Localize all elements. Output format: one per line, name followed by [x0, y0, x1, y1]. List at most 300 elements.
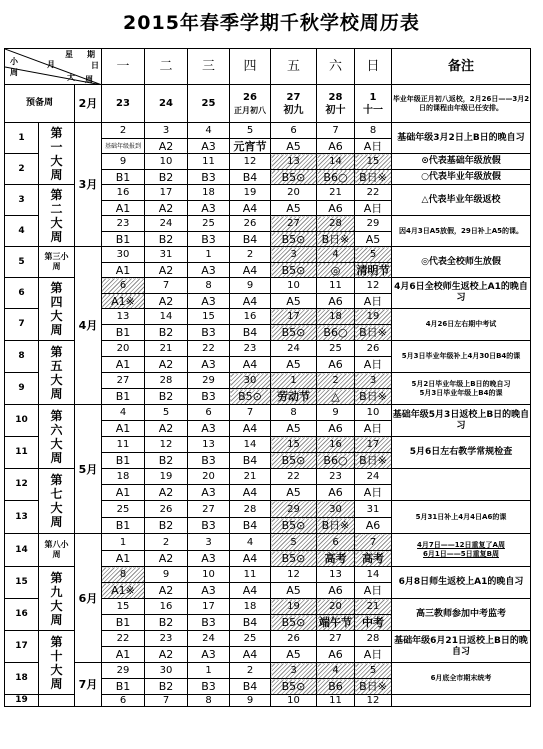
day-date-cell: 19: [355, 309, 392, 325]
header-corner-cell: [5, 49, 102, 85]
day-label-cell: B5⊙: [271, 325, 317, 341]
corner-da: 大: [67, 73, 75, 82]
day-date-cell: 19: [230, 185, 271, 201]
day-label-cell: A3: [188, 647, 230, 663]
day-label-cell: A6: [317, 421, 355, 437]
day-date-cell: 2: [230, 663, 271, 679]
day-label-cell: A6: [317, 485, 355, 501]
day-date-cell: 26: [145, 501, 188, 518]
day-date-cell: 18: [317, 309, 355, 325]
day-label-cell: A日: [355, 201, 392, 216]
day-label-cell: A3: [188, 485, 230, 501]
day-date-cell: 30: [230, 373, 271, 389]
day-date-cell: 8: [188, 278, 230, 294]
day-date-cell: 3: [271, 663, 317, 679]
note-cell: ⊙代表基础年级放假: [392, 154, 531, 170]
note-cell: 5月6日左右教学常规检查: [392, 437, 531, 469]
week-number: 11: [5, 437, 39, 469]
day-date-cell: 20: [102, 341, 145, 357]
day-label-cell: B3: [188, 170, 230, 185]
day-date-cell: 27: [188, 501, 230, 518]
week-number: 10: [5, 405, 39, 437]
day-label-cell: A3: [188, 421, 230, 437]
prep-day-cell: [271, 85, 317, 123]
week-number: 15: [5, 567, 39, 599]
corner-xing: 星: [65, 50, 73, 59]
day-label-cell: A4: [230, 294, 271, 309]
day-label-cell: A4: [230, 201, 271, 216]
day-date-cell: 12: [145, 437, 188, 453]
day-date-cell: 20: [271, 185, 317, 201]
note-cell: 基础年级6月21日返校上B日的晚自习: [392, 631, 531, 663]
day-label-cell: B6○: [317, 170, 355, 185]
day-label-cell: A1※: [102, 294, 145, 309]
day-label-cell: A6: [317, 647, 355, 663]
big-week-text: 第三小周: [44, 252, 69, 271]
big-week-label: [39, 278, 75, 341]
day-label-cell: B4: [230, 679, 271, 695]
big-week-label: [39, 631, 75, 695]
day-label-cell: B5⊙: [271, 232, 317, 247]
note-cell: ○代表毕业年级放假: [392, 170, 531, 185]
big-week-text: 第九大周: [50, 570, 63, 627]
day-label-cell: A5: [271, 357, 317, 373]
day-date-cell: 11: [102, 437, 145, 453]
header-weekday-mon: 一: [102, 49, 145, 85]
day-label-cell: A3: [188, 294, 230, 309]
day-date-cell: 4: [317, 247, 355, 263]
day-label-cell: A5: [271, 647, 317, 663]
day-label-cell: B5⊙: [271, 170, 317, 185]
day-date-cell: 21: [230, 469, 271, 485]
day-label-cell: B3: [188, 389, 230, 405]
day-date-cell: 10: [271, 278, 317, 294]
day-label-cell: 元宵节: [230, 139, 271, 154]
header-weekday-sun: 日: [355, 49, 392, 85]
day-label-cell: A5: [355, 232, 392, 247]
header-weekday-wed: 三: [188, 49, 230, 85]
day-label-cell: B3: [188, 453, 230, 469]
day-label-cell: A1: [102, 421, 145, 437]
day-label-cell: B2: [145, 232, 188, 247]
day-date-cell: 28: [355, 631, 392, 647]
day-date-cell: 16: [102, 185, 145, 201]
week-number: 13: [5, 501, 39, 534]
day-date-cell: 16: [317, 437, 355, 453]
day-label-cell: A2: [145, 583, 188, 599]
corner-yue: 月: [47, 60, 55, 69]
day-date-cell: 13: [102, 309, 145, 325]
day-date-cell: 26: [355, 341, 392, 357]
prep-sub: 初十: [325, 104, 346, 116]
day-date-cell: 25: [102, 501, 145, 518]
note-cell: 5月31日补上4月4日A6的课: [392, 501, 531, 534]
week-number: 9: [5, 373, 39, 405]
day-label-cell: B2: [145, 453, 188, 469]
week-number: 5: [5, 247, 39, 278]
prep-day-cell: [102, 85, 145, 123]
week-number: 1: [5, 123, 39, 154]
day-date-cell: 24: [188, 631, 230, 647]
day-date-cell: 4: [188, 123, 230, 139]
day-label-cell: B日※: [355, 325, 392, 341]
day-date-cell: 8: [188, 695, 230, 707]
day-label-cell: A5: [271, 485, 317, 501]
day-label-cell: B1: [102, 325, 145, 341]
day-label-cell: A1: [102, 551, 145, 567]
day-date-cell: 11: [230, 567, 271, 583]
day-label-cell: B日※: [355, 170, 392, 185]
day-label-cell: B1: [102, 615, 145, 631]
day-label-cell: A1: [102, 485, 145, 501]
month-label: 6月: [75, 534, 102, 663]
day-date-cell: 27: [102, 373, 145, 389]
day-label-cell: B1: [102, 453, 145, 469]
day-date-cell: 6: [102, 695, 145, 707]
day-date-cell: 29: [355, 216, 392, 232]
day-date-cell: 9: [317, 405, 355, 421]
day-date-cell: 20: [188, 469, 230, 485]
day-date-cell: 7: [145, 278, 188, 294]
day-label-cell: A3: [188, 357, 230, 373]
day-label-cell: B日※: [317, 518, 355, 534]
prep-sub: 十一: [363, 104, 383, 116]
day-label-cell: A日: [355, 647, 392, 663]
day-label-cell: A2: [145, 201, 188, 216]
day-label-cell: A6: [317, 139, 355, 154]
note-cell: ◎代表全校师生放假: [392, 247, 531, 278]
day-label-cell: 劳动节: [271, 389, 317, 405]
day-date-cell: 5: [271, 534, 317, 551]
calendar-title: 2015年春季学期千秋学校周历表: [123, 12, 420, 34]
day-label-cell: A日: [355, 357, 392, 373]
day-date-cell: 15: [355, 154, 392, 170]
day-date-cell: 5: [230, 123, 271, 139]
week-number: 12: [5, 469, 39, 501]
header-weekday-sat: 六: [317, 49, 355, 85]
day-label-cell: B日※: [317, 232, 355, 247]
big-week-text: 第十大周: [50, 634, 63, 691]
note-cell: 5月2日毕业年级上B日的晚自习 5月3日毕业年级上B4的课: [392, 373, 531, 405]
day-date-cell: 15: [271, 437, 317, 453]
day-date-cell: 20: [317, 599, 355, 615]
week-number: 4: [5, 216, 39, 247]
day-date-cell: 23: [230, 341, 271, 357]
day-label-cell: A5: [271, 294, 317, 309]
big-week-label: [39, 469, 75, 534]
day-label-cell: A5: [271, 201, 317, 216]
day-label-cell: A4: [230, 647, 271, 663]
day-date-cell: 30: [317, 501, 355, 518]
prep-day-cell: [145, 85, 188, 123]
day-date-cell: 12: [355, 695, 392, 707]
day-date-cell: 8: [355, 123, 392, 139]
day-label-cell: B6○: [317, 453, 355, 469]
day-date-cell: 8: [271, 405, 317, 421]
day-date-cell: 18: [102, 469, 145, 485]
day-date-cell: 29: [102, 663, 145, 679]
day-label-cell: A3: [188, 263, 230, 278]
day-label-cell: A6: [317, 357, 355, 373]
day-label-cell: B6○: [317, 325, 355, 341]
day-date-cell: 5: [355, 663, 392, 679]
day-label-cell: A6: [317, 583, 355, 599]
day-date-cell: 1: [271, 373, 317, 389]
day-label-cell: B3: [188, 679, 230, 695]
header-weekday-tue: 二: [145, 49, 188, 85]
day-label-cell: B4: [230, 232, 271, 247]
week-number: 17: [5, 631, 39, 663]
day-date-cell: 14: [230, 437, 271, 453]
day-date-cell: 21: [145, 341, 188, 357]
big-week-text: 第一大周: [50, 125, 63, 182]
day-label-cell: A日: [355, 139, 392, 154]
day-label-cell: A5: [271, 421, 317, 437]
prep-day-cell: [317, 85, 355, 123]
day-label-cell: B6: [317, 679, 355, 695]
day-date-cell: 22: [355, 185, 392, 201]
month-label: 5月: [75, 405, 102, 534]
day-label-cell: A6: [355, 518, 392, 534]
day-label-cell: B5⊙: [271, 453, 317, 469]
day-label-cell: B2: [145, 389, 188, 405]
day-label-cell: A4: [230, 421, 271, 437]
day-label-cell: B1: [102, 170, 145, 185]
note-cell: 因4月3日A5放假，29日补上A5的课。: [392, 216, 531, 247]
big-week-label: [39, 341, 75, 405]
day-date-cell: 27: [271, 216, 317, 232]
day-date-cell: 15: [188, 309, 230, 325]
day-date-cell: 1: [188, 247, 230, 263]
day-date-cell: 3: [188, 534, 230, 551]
day-date-cell: 1: [188, 663, 230, 679]
day-date-cell: 24: [271, 341, 317, 357]
day-label-cell: B4: [230, 615, 271, 631]
day-date-cell: 13: [271, 154, 317, 170]
day-label-cell: B2: [145, 325, 188, 341]
day-date-cell: 2: [230, 247, 271, 263]
weekly-calendar-table: [4, 48, 531, 707]
day-date-cell: 14: [145, 309, 188, 325]
week-number: 6: [5, 278, 39, 309]
day-label-cell: B2: [145, 679, 188, 695]
prep-sub: 正月初八: [234, 105, 266, 115]
day-date-cell: 12: [230, 154, 271, 170]
day-label-cell: A2: [145, 294, 188, 309]
day-label-cell: A1: [102, 263, 145, 278]
day-label-cell: B5⊙: [230, 389, 271, 405]
big-week-label: [39, 123, 75, 185]
day-label-cell: B日※: [355, 679, 392, 695]
prep-week-label: 预备周: [5, 85, 75, 123]
day-label-cell: B2: [145, 615, 188, 631]
day-label-cell: A日: [355, 421, 392, 437]
week-date-row: [5, 123, 531, 139]
day-label-cell: 基础年级报到: [102, 139, 145, 154]
day-date-cell: 8: [102, 567, 145, 583]
day-label-cell: A3: [188, 139, 230, 154]
day-label-cell: A6: [317, 201, 355, 216]
month-label: 4月: [75, 247, 102, 405]
prep-date: 27: [286, 91, 301, 103]
month-label: 7月: [75, 663, 102, 707]
corner-qi: 期: [87, 50, 95, 59]
day-label-cell: A4: [230, 551, 271, 567]
day-label-cell: B1: [102, 232, 145, 247]
day-date-cell: 25: [317, 341, 355, 357]
day-date-cell: 10: [145, 154, 188, 170]
day-label-cell: A日: [355, 294, 392, 309]
day-date-cell: 6: [317, 534, 355, 551]
note-cell: 4月7日——12日重复了A周 6月1日——5日重复B周: [392, 534, 531, 567]
day-date-cell: 9: [230, 278, 271, 294]
big-week-label: [39, 567, 75, 631]
day-date-cell: 23: [317, 469, 355, 485]
day-date-cell: 24: [145, 216, 188, 232]
day-date-cell: 27: [317, 631, 355, 647]
header-weekday-fri: 五: [271, 49, 317, 85]
day-label-cell: A4: [230, 263, 271, 278]
day-date-cell: 2: [102, 123, 145, 139]
day-label-cell: B1: [102, 679, 145, 695]
day-date-cell: 24: [355, 469, 392, 485]
week-number: 7: [5, 309, 39, 341]
day-label-cell: B5⊙: [271, 615, 317, 631]
week-number: 16: [5, 599, 39, 631]
corner-xiao: 小: [10, 57, 18, 66]
day-label-cell: △: [317, 389, 355, 405]
day-date-cell: 30: [102, 247, 145, 263]
day-date-cell: 4: [102, 405, 145, 421]
day-label-cell: A1: [102, 201, 145, 216]
prep-date: 26: [243, 91, 257, 103]
day-date-cell: 7: [355, 534, 392, 551]
prep-date: 25: [201, 98, 216, 109]
day-label-cell: A1: [102, 357, 145, 373]
day-date-cell: 12: [355, 278, 392, 294]
prep-sub: 初九: [283, 104, 304, 116]
day-label-cell: B4: [230, 518, 271, 534]
day-date-cell: 1: [102, 534, 145, 551]
note-cell: 基础年级5月3日返校上B日的晚自习: [392, 405, 531, 437]
day-date-cell: 21: [355, 599, 392, 615]
day-label-cell: A2: [145, 551, 188, 567]
day-label-cell: A2: [145, 647, 188, 663]
day-label-cell: A4: [230, 357, 271, 373]
day-label-cell: A4: [230, 485, 271, 501]
day-label-cell: 中考: [355, 615, 392, 631]
day-date-cell: 14: [355, 567, 392, 583]
day-date-cell: 31: [145, 247, 188, 263]
day-label-cell: B5⊙: [271, 518, 317, 534]
day-date-cell: 7: [317, 123, 355, 139]
day-label-cell: B3: [188, 615, 230, 631]
day-date-cell: 19: [145, 469, 188, 485]
day-date-cell: 9: [145, 567, 188, 583]
day-date-cell: 23: [145, 631, 188, 647]
week-number: 8: [5, 341, 39, 373]
day-label-cell: B3: [188, 518, 230, 534]
prep-date: 24: [159, 98, 173, 109]
day-date-cell: 2: [317, 373, 355, 389]
day-label-cell: ◎: [317, 263, 355, 278]
day-label-cell: A2: [145, 485, 188, 501]
day-date-cell: 28: [317, 216, 355, 232]
week-date-row: [5, 534, 531, 551]
month-label: 3月: [75, 123, 102, 247]
day-date-cell: 9: [102, 154, 145, 170]
day-date-cell: 7: [230, 405, 271, 421]
weeks-body: [5, 123, 531, 707]
day-date-cell: 11: [317, 695, 355, 707]
big-week-text: 第七大周: [50, 473, 63, 529]
day-date-cell: 11: [317, 278, 355, 294]
day-date-cell: 2: [145, 534, 188, 551]
week-number: 19: [5, 695, 39, 707]
prep-date: 28: [328, 91, 343, 103]
day-label-cell: A5: [271, 139, 317, 154]
day-date-cell: 5: [355, 247, 392, 263]
day-label-cell: B2: [145, 170, 188, 185]
corner-zhou-2: 周: [85, 75, 93, 84]
day-date-cell: 26: [271, 631, 317, 647]
day-label-cell: A日: [355, 583, 392, 599]
week-number: 2: [5, 154, 39, 185]
prep-date: 23: [116, 98, 130, 109]
day-date-cell: 25: [188, 216, 230, 232]
note-cell: 4月26日左右期中考试: [392, 309, 531, 341]
day-label-cell: B3: [188, 325, 230, 341]
header-weekday-thu: 四: [230, 49, 271, 85]
prep-note: 毕业年级正月初八返校，2月26日——3月2日的课程由年级已任安排。: [392, 85, 531, 123]
corner-zhou: 周: [10, 68, 18, 77]
day-label-cell: B日※: [355, 453, 392, 469]
big-week-label: [39, 247, 75, 278]
day-label-cell: 端午节: [317, 615, 355, 631]
day-date-cell: 16: [230, 309, 271, 325]
day-date-cell: 3: [145, 123, 188, 139]
day-date-cell: 6: [271, 123, 317, 139]
day-date-cell: 3: [355, 373, 392, 389]
day-date-cell: 21: [317, 185, 355, 201]
day-label-cell: B4: [230, 453, 271, 469]
day-date-cell: 22: [102, 631, 145, 647]
week-date-row: [5, 405, 531, 421]
day-label-cell: B4: [230, 170, 271, 185]
big-week-label: [39, 695, 75, 707]
note-cell: [392, 469, 531, 501]
day-date-cell: 22: [188, 341, 230, 357]
day-date-cell: 16: [145, 599, 188, 615]
day-label-cell: A日: [355, 485, 392, 501]
day-label-cell: B5⊙: [271, 263, 317, 278]
day-date-cell: 9: [230, 695, 271, 707]
day-label-cell: A1※: [102, 583, 145, 599]
day-label-cell: 高考: [355, 551, 392, 567]
day-date-cell: 31: [355, 501, 392, 518]
day-label-cell: A5: [271, 583, 317, 599]
day-date-cell: 5: [145, 405, 188, 421]
day-date-cell: 13: [317, 567, 355, 583]
day-date-cell: 10: [188, 567, 230, 583]
prep-month: 2月: [75, 85, 102, 123]
day-label-cell: B日※: [355, 389, 392, 405]
prep-date: 1: [369, 91, 377, 103]
day-date-cell: 14: [317, 154, 355, 170]
week-number: 3: [5, 185, 39, 216]
big-week-text: 第五大周: [50, 344, 63, 401]
day-date-cell: 7: [145, 695, 188, 707]
